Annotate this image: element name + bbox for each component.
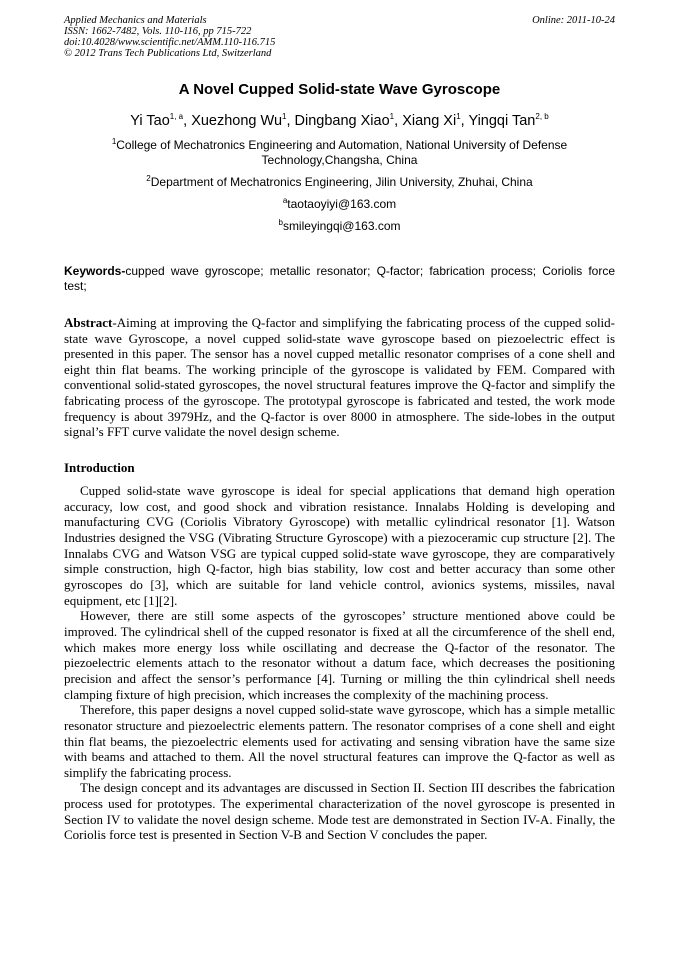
introduction-body xyxy=(64,483,615,843)
paragraph: However, there are still some aspects of the gyroscopes’ structure mentioned above could be improved. The cylindrical shell of the cupped resonator is fixed at all the circumference of the shell end, which makes more energy loss while oscillating and decrease the Q-factor of the resonator. The piezoelectric elements attach to the resonator without a datum face, which decreases the positioning precision and affect the sensor’s performance [4]. Turning or milling the thin cylindrical shell needs clamping fixture of high precision, which increases the complexity of the machining process. xyxy=(64,608,615,702)
paragraph: The design concept and its advantages are discussed in Section II. Section III describes the fabrication process used for prototypes. The experimental characterization of the novel gyroscope is presented in Section IV to validate the novel design scheme. Mode test are demonstrated in Section IV-A. Finally, the Coriolis force test is presented in Section V-B and Section V concludes the paper. xyxy=(64,780,615,843)
affiliation-1: $^1$College of Mechatronics Engineering and Automation, National University of Defense Technology,Changsha, China xyxy=(111,137,568,167)
journal-header xyxy=(64,15,615,59)
abstract-text: -Aiming at improving the Q-factor and simplifying the fabricating process of the cupped solid-state wave Gyroscope, a novel cupped solid-state wave gyroscope based on piezoelectric effect is presented in this paper. The sensor has a novel cupped metallic resonator comprises of a cone shell and eight thin flat beams. The working principle of the gyroscope is validated by FEM. Compared with conventional solid-stated gyroscopes, the novel structural features improve the Q-factor and simplify the fabricating process of the gyroscope. The prototypal gyroscope is fabricated and tested, the work mode frequency is about 3979Hz, and the Q-factor is over 8000 in atmosphere. The side-lobes in the output signal’s FFT curve validate the novel design scheme. xyxy=(64,315,615,440)
author: Yingqi Tan$^{2, b}$ xyxy=(468,112,549,129)
keywords xyxy=(64,264,615,294)
author: Dingbang Xiao$^1$, xyxy=(294,112,403,129)
paragraph: Therefore, this paper designs a novel cupped solid-state wave gyroscope, which has a simple metallic resonator structure and piezoelectric elements pattern. The resonator comprises of a cone shell and eight thin flat beams, the piezoelectric elements used for activating and sensing vibration have the same size with beams and attached to them. All the novel structural features can improve the Q-factor as well as simplify the fabricating process. xyxy=(64,702,615,780)
author: Yi Tao$^{1, a}$, xyxy=(130,112,192,129)
email-a: $^a$taotaoyiyi@163.com xyxy=(282,196,397,211)
issn-line: ISSN: 1662-7482, Vols. 110-116, pp 715-722 xyxy=(64,26,252,37)
journal-name: Applied Mechanics and Materials xyxy=(64,15,207,26)
online-date: Online: 2011-10-24 xyxy=(532,15,615,26)
abstract xyxy=(64,315,615,440)
copyright-line: © 2012 Trans Tech Publications Ltd, Switzerland xyxy=(64,48,272,59)
affiliation-2: $^2$Department of Mechatronics Engineering, Jilin University, Zhuhai, China xyxy=(146,174,533,189)
email-b: $^b$smileyingqi@163.com xyxy=(278,218,401,233)
paper-title: A Novel Cupped Solid-state Wave Gyroscope xyxy=(178,81,501,98)
doi-line: doi:10.4028/www.scientific.net/AMM.110-116.715 xyxy=(64,37,276,48)
paragraph: Cupped solid-state wave gyroscope is ideal for special applications that demand high operation accuracy, low cost, and good shock and vibration resistance. Innalabs Holding is developing and manufacturing CVG (Coriolis Vibratory Gyroscope) with metallic cylindrical resonator [1]. Watson Industries designed the VSG (Vibrating Structure Gyroscope) with a piezoceramic cup structure [2]. The Innalabs CVG and Watson VSG are typical cupped solid-state wave gyroscope, they are comparatively simple construction, high Q-factor, high bias stability, low cost and better accuracy than some other gyroscopes do [3], which are suitable for land vehicle control, avionics systems, missiles, naval equipment, etc [1][2]. xyxy=(64,483,615,608)
keywords-label: Keywords- xyxy=(64,264,126,278)
abstract-label: Abstract xyxy=(64,315,113,330)
keywords-text: cupped wave gyroscope; metallic resonator; Q-factor; fabrication process; Coriolis force test; xyxy=(64,264,615,293)
section-heading-introduction: Introduction xyxy=(64,460,135,475)
author: Xiang Xi$^1$, xyxy=(402,112,469,129)
author: Xuezhong Wu$^1$, xyxy=(191,112,295,129)
author-list xyxy=(64,111,615,131)
